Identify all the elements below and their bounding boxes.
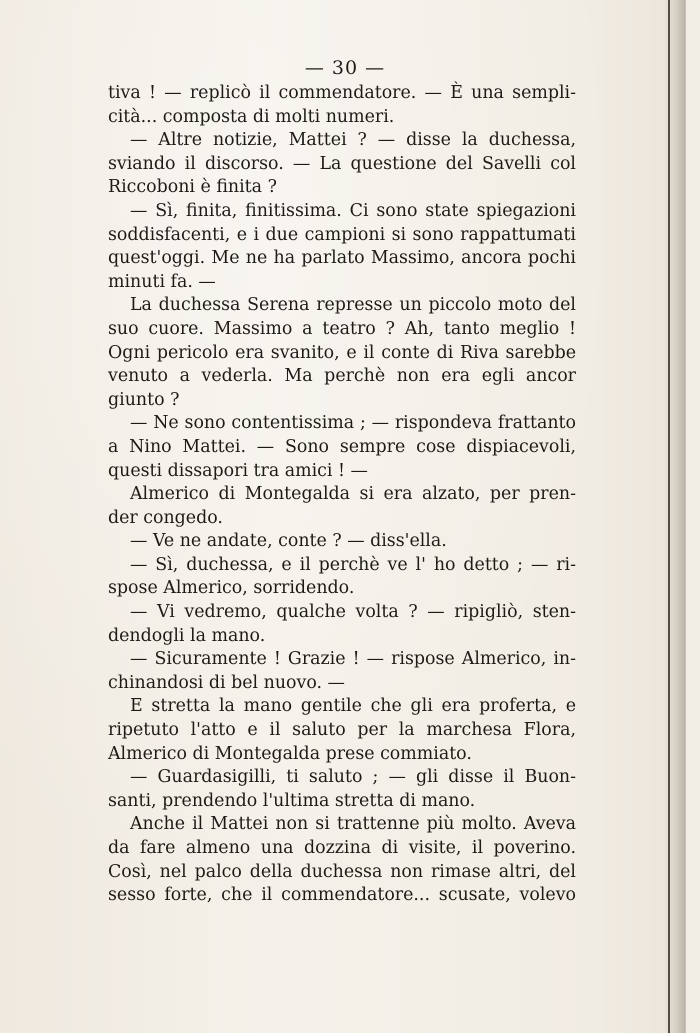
text-line: Ogni pericolo era svanito, e il conte di Riva sarebbe xyxy=(108,342,576,363)
text-line: Almerico di Montegalda prese commiato. xyxy=(108,743,472,764)
text-line: cità... composta di molti numeri. xyxy=(108,106,395,127)
text-line: questi dissapori tra amici ! — xyxy=(108,460,368,481)
text-line: soddisfacenti, e i due campioni si sono rappattumati xyxy=(108,224,576,245)
text-line: a Nino Mattei. — Sono sempre cose dispiacevoli, xyxy=(108,436,576,457)
text-line: E stretta la mano gentile che gli era proferta, e xyxy=(130,696,576,717)
page-edge-line xyxy=(668,0,670,1033)
text-line: La duchessa Serena represse un piccolo moto del xyxy=(130,295,576,316)
text-line: venuto a vederla. Ma perchè non era egli ancor xyxy=(108,366,576,387)
text-line: tiva ! — replicò il commendatore. — È una sempli- xyxy=(108,83,576,103)
text-line: Anche il Mattei non si trattenne più molto. Aveva xyxy=(130,814,576,835)
text-line: spose Almerico, sorridendo. xyxy=(108,578,355,599)
text-line: Riccoboni è finita ? xyxy=(108,177,277,198)
text-line: sesso forte, che il commendatore... scusate, volevo xyxy=(108,885,576,906)
text-line: der congedo. xyxy=(108,507,223,528)
text-line: suo cuore. Massimo a teatro ? Ah, tanto meglio ! xyxy=(108,318,576,339)
text-line: giunto ? xyxy=(108,389,180,410)
page-number: — 30 — xyxy=(304,57,386,79)
text-line: — Ne sono contentissima ; — rispondeva frattanto xyxy=(130,413,576,434)
text-line: — Ve ne andate, conte ? — diss'ella. xyxy=(130,531,447,552)
text-line: — Altre notizie, Mattei ? — disse la duchessa, xyxy=(130,130,576,151)
text-line: Almerico di Montegalda si era alzato, per pren- xyxy=(130,484,576,505)
text-line: — Vi vedremo, qualche volta ? — ripigliò, sten- xyxy=(130,602,576,623)
text-line: — Sì, finita, finitissima. Ci sono state spiegazioni xyxy=(130,200,576,221)
text-line: ripetuto l'atto e il saluto per la marchesa Flora, xyxy=(108,720,576,741)
text-line: quest'oggi. Me ne ha parlato Massimo, ancora pochi xyxy=(108,248,576,269)
text-line: sviando il discorso. — La questione del Savelli col xyxy=(108,153,576,174)
text-line: dendogli la mano. xyxy=(108,625,266,646)
text-line: — Sì, duchessa, e il perchè ve l' ho detto ; — ri- xyxy=(130,554,576,575)
text-line: Così, nel palco della duchessa non rimase altri, del xyxy=(108,861,576,882)
text-line: — Sicuramente ! Grazie ! — rispose Almerico, in- xyxy=(130,649,576,670)
text-line: santi, prendendo l'ultima stretta di mano. xyxy=(108,790,476,811)
body-text xyxy=(108,82,576,908)
text-line: da fare almeno una dozzina di visite, il poverino. xyxy=(108,838,576,858)
text-line: chinandosi di bel nuovo. — xyxy=(108,672,345,693)
text-line: — Guardasigilli, ti saluto ; — gli disse il Buon- xyxy=(130,767,576,788)
text-line: minuti fa. — xyxy=(108,271,216,292)
